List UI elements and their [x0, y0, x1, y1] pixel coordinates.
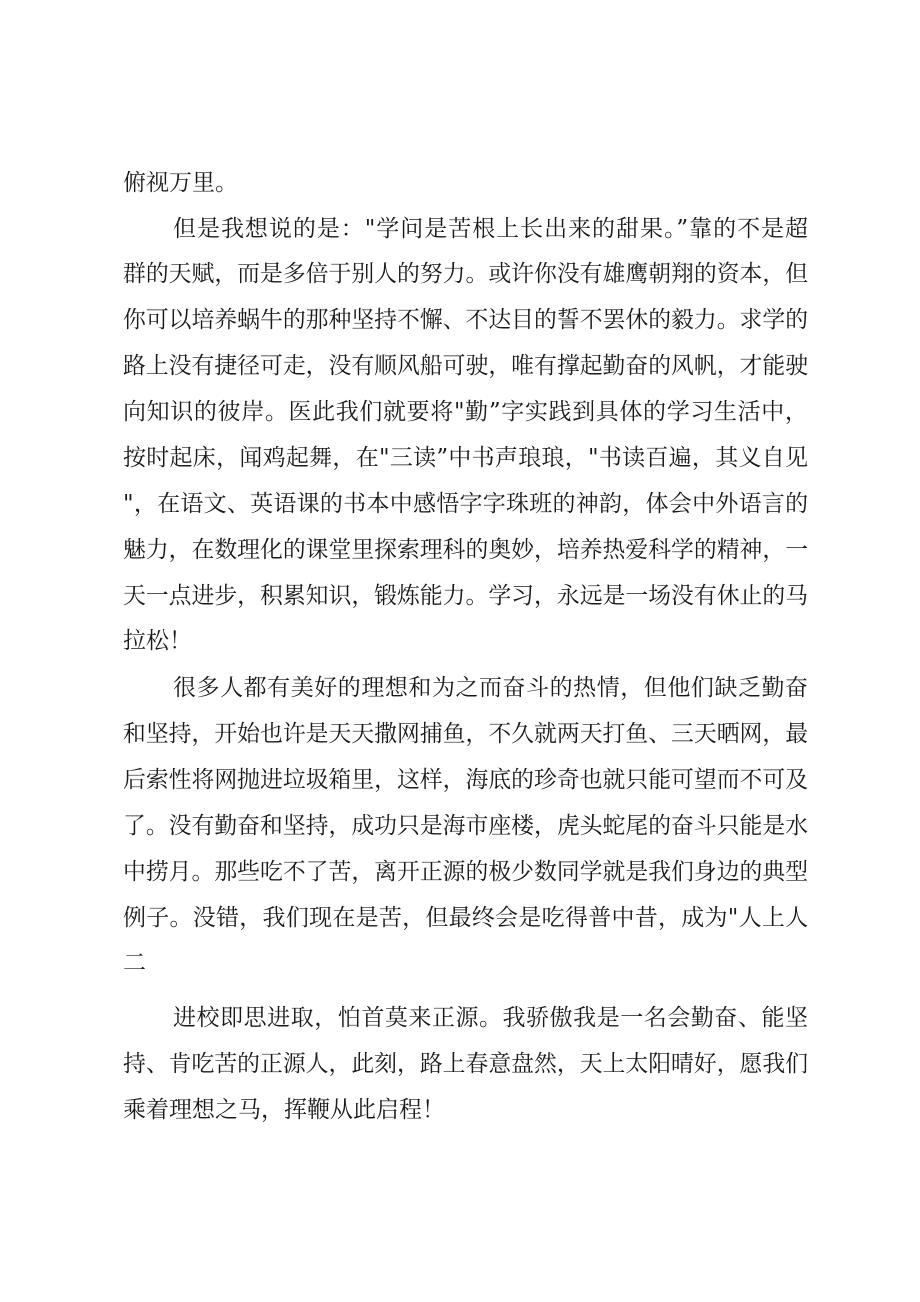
- text-line: [0, 580, 920, 612]
- paragraph-1-line-5: 按时起床，闻鸡起舞，在"三读”中书声琅琅，"书读百遍，其义自见: [123, 445, 809, 471]
- paragraph-3-line-2: 乘着理想之马，挥鞭从此启程！: [123, 1097, 445, 1123]
- paragraph-2-line-6: 二: [123, 950, 146, 976]
- paragraph-2-line-1: 和坚持，开始也许是天天撒网捕鱼，不久就两天打鱼、三天晒网，最: [123, 721, 809, 747]
- paragraph-3-line-1: 持、肯吃苦的正源人，此刻，路上春意盘然，天上太阳晴好，愿我们: [123, 1051, 809, 1077]
- text-line: [0, 810, 920, 842]
- paragraph-2-line-5: 例子。没错，我们现在是苦，但最终会是吃得普中昔，成为"人上人: [123, 905, 809, 931]
- paragraph-2-line-0: 很多人都有美好的理想和为之而奋斗的热情，但他们缺乏勤奋: [173, 675, 809, 701]
- paragraph-1-line-0: 但是我想说的是："学问是苦根上长出来的甜果。”靠的不是超: [173, 216, 809, 242]
- text-line: [0, 902, 920, 934]
- text-line: [0, 534, 920, 566]
- text-line: [0, 672, 920, 704]
- text-line: [0, 304, 920, 336]
- paragraph-2-line-2: 后索性将网抛进垃圾箱里，这样，海底的珍奇也就只能可望而不可及: [123, 767, 809, 793]
- text-line: [0, 1094, 920, 1126]
- text-line: [0, 442, 920, 474]
- paragraph-1-line-1: 群的天赋，而是多倍于别人的努力。或许你没有雄鹰朝翔的资本，但: [123, 261, 809, 287]
- text-line: [0, 167, 920, 199]
- text-line: [0, 350, 920, 382]
- paragraph-1-line-2: 你可以培养蜗牛的那种坚持不懈、不达目的誓不罢休的毅力。求学的: [123, 307, 809, 333]
- paragraph-1-line-9: 拉松！: [123, 628, 192, 654]
- paragraph-1-line-4: 向知识的彼岸。医此我们就要将"勤”字实践到具体的学习生活中，: [123, 399, 809, 425]
- text-line: [0, 856, 920, 888]
- text-line: [0, 947, 920, 979]
- paragraph-1-line-6: "，在语文、英语课的书本中感悟字字珠班的神韵，体会中外语言的: [123, 491, 809, 517]
- paragraph-0-line-0: 俯视万里。: [123, 170, 238, 196]
- paragraph-2-line-3: 了。没有勤奋和坚持，成功只是海市座楼，虎头蛇尾的奋斗只能是水: [123, 813, 809, 839]
- paragraph-1-line-3: 路上没有捷径可走，没有顺风船可驶，唯有撑起勤奋的风帆，才能驶: [123, 353, 809, 379]
- text-line: [0, 625, 920, 657]
- text-line: [0, 258, 920, 290]
- text-line: [0, 1048, 920, 1080]
- text-line: [0, 1002, 920, 1034]
- paragraph-2-line-4: 中捞月。那些吃不了苦，离开正源的极少数同学就是我们身边的典型: [123, 859, 809, 885]
- text-line: [0, 213, 920, 245]
- paragraph-1-line-8: 天一点进步，积累知识，锻炼能力。学习，永远是一场没有休止的马: [123, 583, 809, 609]
- text-line: [0, 718, 920, 750]
- text-line: [0, 764, 920, 796]
- text-line: [0, 488, 920, 520]
- paragraph-1-line-7: 魅力，在数理化的课堂里探索理科的奥妙，培养热爱科学的精神，一: [123, 537, 809, 563]
- paragraph-3-line-0: 进校即思进取，怕首莫来正源。我骄傲我是一名会勤奋、能坚: [173, 1005, 809, 1031]
- text-line: [0, 396, 920, 428]
